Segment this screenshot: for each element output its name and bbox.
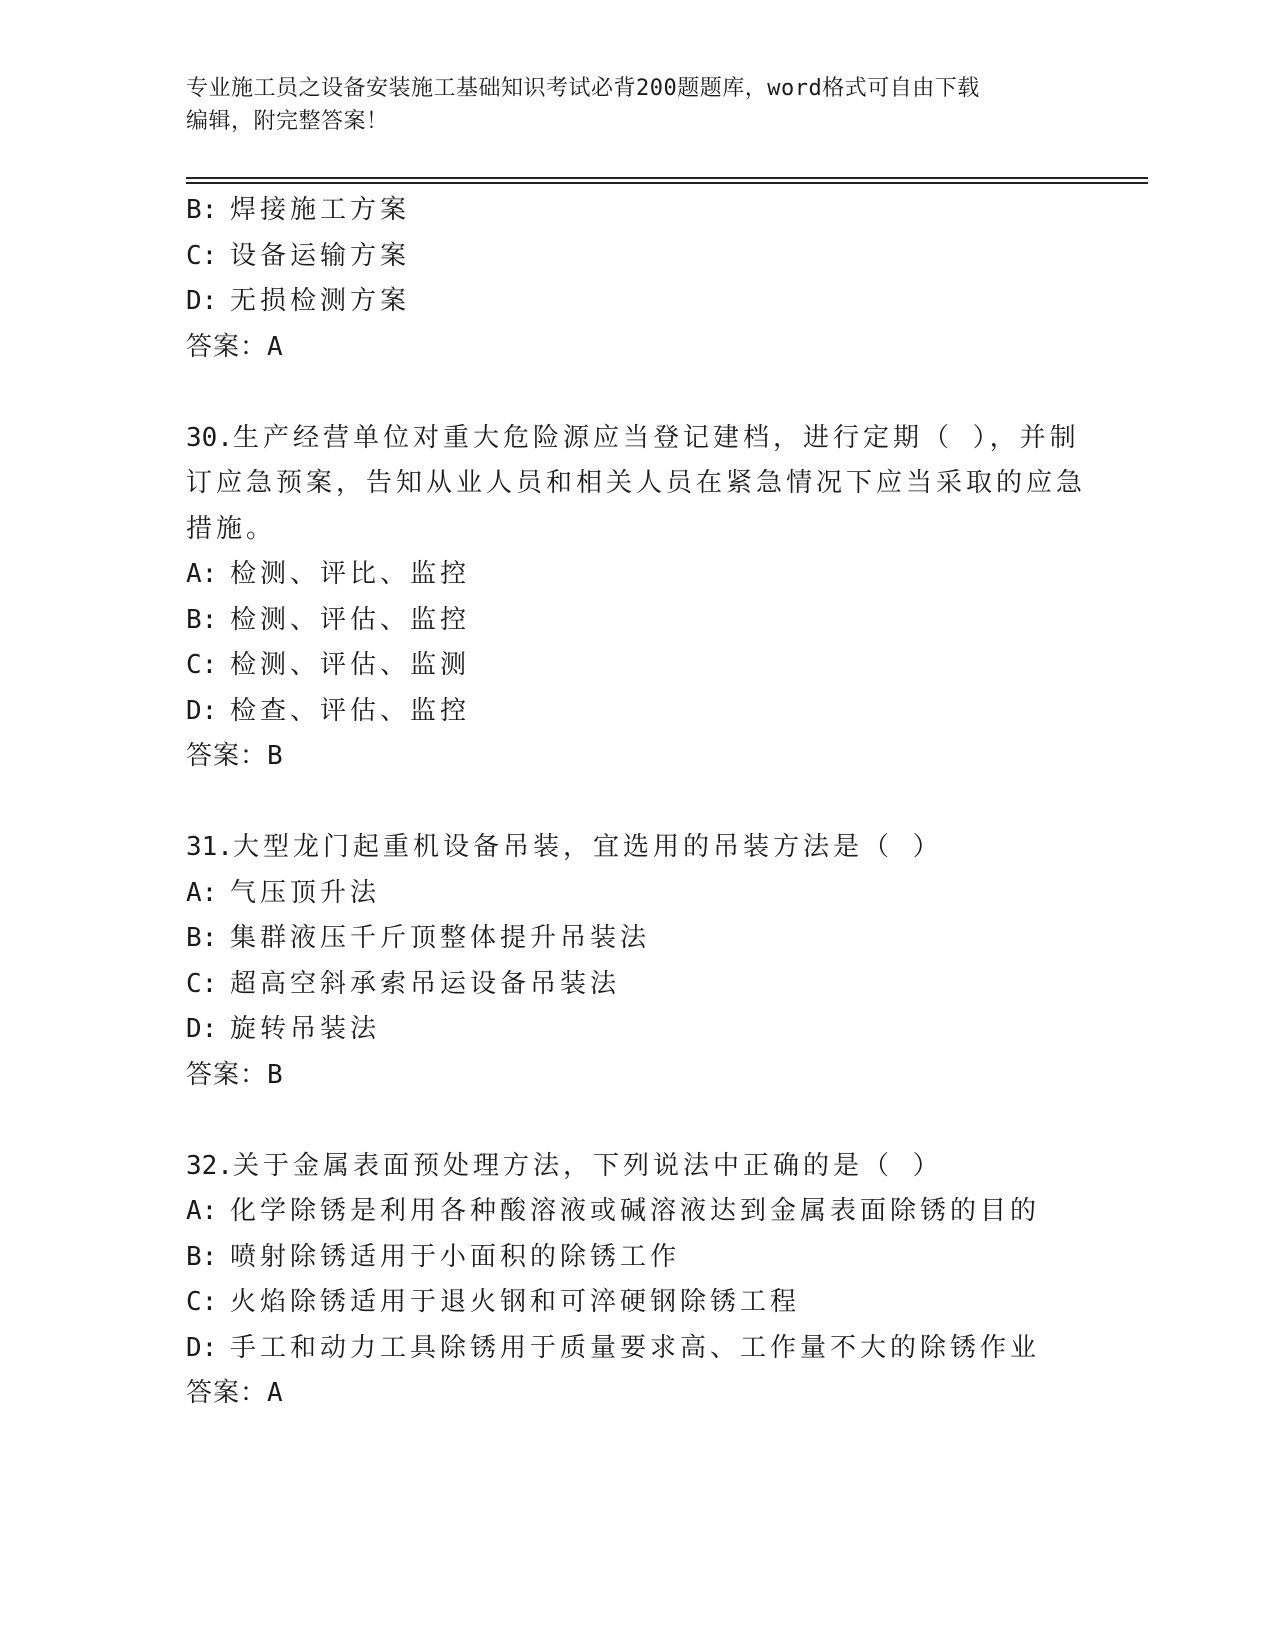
header-divider-bottom xyxy=(186,182,1148,184)
option-text: 设备运输方案 xyxy=(230,240,411,271)
option-b xyxy=(186,1235,1086,1281)
option-text: 焊接施工方案 xyxy=(230,195,411,225)
question-line xyxy=(186,416,1086,462)
option-text: 手工和动力工具除锈用于质量要求高、工作量不大的除锈作业 xyxy=(230,1332,1041,1363)
option-text: 气压顶升法 xyxy=(230,877,381,908)
question-number: 30. xyxy=(186,422,233,453)
option-text: 化学除锈是利用各种酸溶液或碱溶液达到金属表面除锈的目的 xyxy=(230,1196,1041,1226)
option-c xyxy=(186,1280,1086,1326)
option-c xyxy=(186,234,1086,280)
question-31 xyxy=(186,825,1086,1098)
question-32 xyxy=(186,1144,1086,1417)
question-30 xyxy=(186,416,1086,780)
option-key: B: xyxy=(186,604,218,635)
option-b xyxy=(186,598,1086,644)
option-text: 集群液压千斤顶整体提升吊装法 xyxy=(230,923,651,953)
question-text: 大型龙门起重机设备吊装，宜选用的吊装方法是（ ） xyxy=(232,832,943,862)
option-b xyxy=(186,916,1086,962)
document-header xyxy=(186,72,1086,138)
answer-line: 答案：A xyxy=(186,1378,284,1408)
question-line xyxy=(186,825,1086,871)
option-text: 火焰除锈适用于退火钢和可淬硬钢除锈工程 xyxy=(230,1287,801,1317)
option-text: 超高空斜承索吊运设备吊装法 xyxy=(230,968,621,999)
option-text: 旋转吊装法 xyxy=(230,1014,381,1044)
option-b xyxy=(186,188,1086,234)
option-text: 喷射除锈适用于小面积的除锈工作 xyxy=(230,1241,681,1272)
answer-line: 答案：B xyxy=(186,741,284,771)
header-line-2: 编辑，附完整答案！ xyxy=(186,109,389,134)
question-number: 32. xyxy=(186,1150,233,1181)
option-d xyxy=(186,1007,1086,1053)
answer-line: 答案：B xyxy=(186,1059,284,1090)
option-text: 检查、评估、监控 xyxy=(230,695,471,726)
option-key: D: xyxy=(186,1332,218,1363)
question-text: 生产经营单位对重大危险源应当登记建档，进行定期（ ），并制 xyxy=(232,422,1080,453)
option-key: B: xyxy=(186,1241,218,1272)
option-text: 无损检测方案 xyxy=(230,286,411,316)
option-d xyxy=(186,279,1086,325)
option-key: C: xyxy=(186,1287,218,1317)
option-key: D: xyxy=(186,286,218,316)
option-key: C: xyxy=(186,240,218,271)
answer-line: 答案：A xyxy=(186,331,284,362)
option-text: 检测、评估、监测 xyxy=(230,650,471,680)
option-c xyxy=(186,962,1086,1008)
option-text: 检测、评估、监控 xyxy=(230,604,471,635)
option-key: C: xyxy=(186,968,218,999)
question-number: 31. xyxy=(186,832,233,862)
question-29-tail xyxy=(186,188,1086,370)
option-d xyxy=(186,689,1086,735)
question-line: 订应急预案，告知从业人员和相关人员在紧急情况下应当采取的应急 xyxy=(186,468,1087,498)
question-line: 措施。 xyxy=(186,513,277,544)
option-key: D: xyxy=(186,1014,218,1044)
option-key: A: xyxy=(186,1196,218,1226)
question-text: 关于金属表面预处理方法，下列说法中正确的是（ ） xyxy=(232,1150,943,1181)
option-d xyxy=(186,1326,1086,1372)
option-c xyxy=(186,643,1086,689)
option-key: C: xyxy=(186,650,218,680)
header-divider-top xyxy=(186,177,1148,179)
option-text: 检测、评比、监控 xyxy=(230,559,471,589)
option-key: B: xyxy=(186,195,218,225)
option-a xyxy=(186,1189,1086,1235)
header-line-1: 专业施工员之设备安装施工基础知识考试必背200题题库，word格式可自由下载 xyxy=(186,76,980,101)
option-a xyxy=(186,552,1086,598)
option-a xyxy=(186,871,1086,917)
option-key: A: xyxy=(186,559,218,589)
question-list xyxy=(186,188,1086,1417)
option-key: D: xyxy=(186,695,218,726)
question-line xyxy=(186,1144,1086,1190)
option-key: B: xyxy=(186,923,218,953)
option-key: A: xyxy=(186,877,218,908)
